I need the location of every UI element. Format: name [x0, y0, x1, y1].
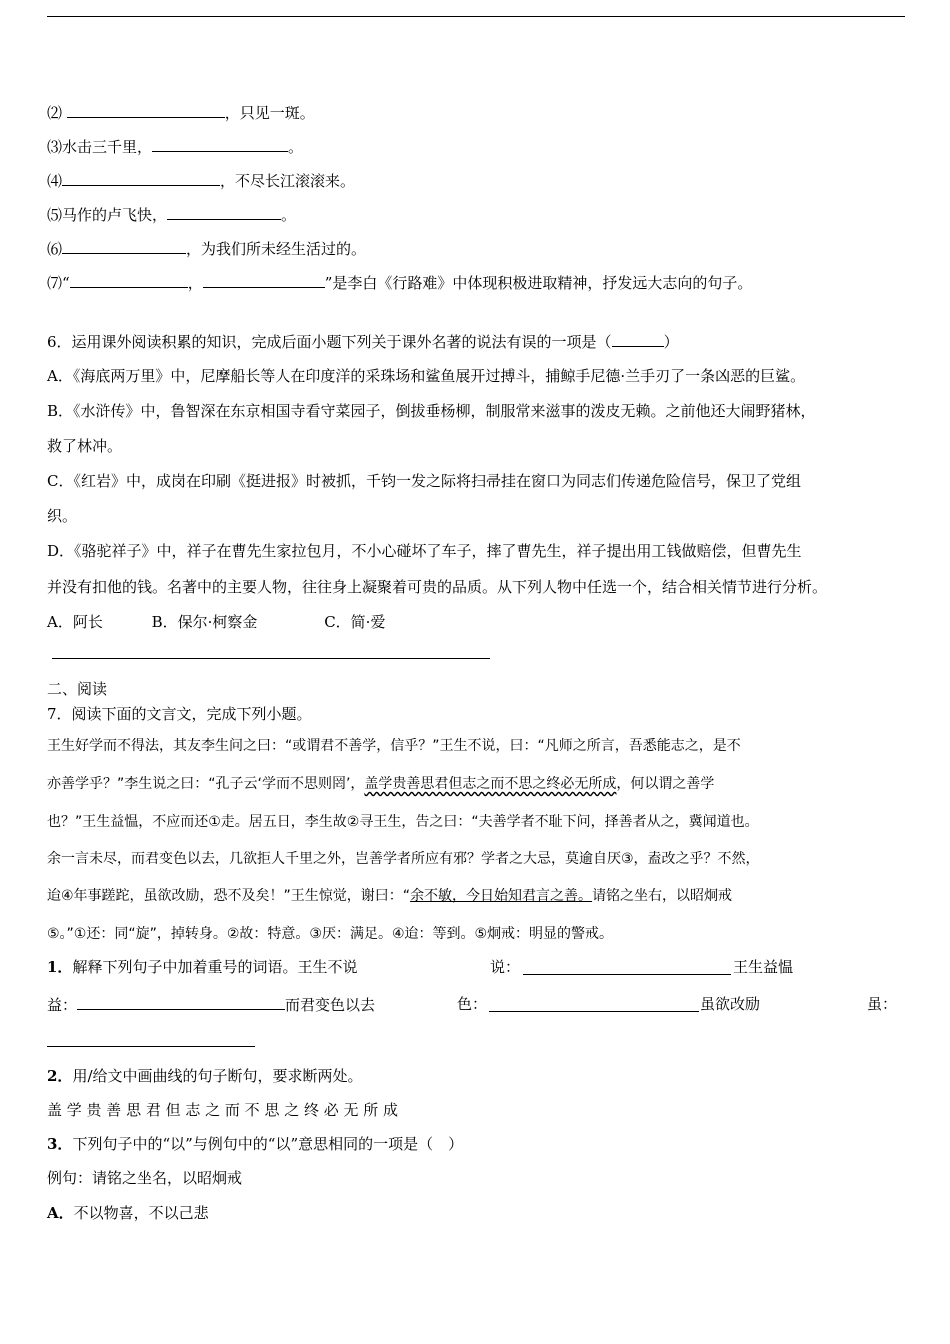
item-text: 。 — [281, 206, 297, 224]
term-label: 益： — [47, 996, 78, 1014]
fill-item-6 — [47, 238, 366, 259]
item-number: ⑶ — [47, 138, 63, 156]
q6-option-a: A．《海底两万里》中，尼摩船长等人在印度洋的采珠场和鲨鱼展开过搏斗，捕鲸手尼德·兰手刃了一条凶恶的巨鲨。 — [47, 367, 806, 385]
subq1-line-2 — [47, 994, 898, 1015]
fill-item-4 — [47, 170, 355, 191]
answer-blank[interactable] — [167, 204, 281, 220]
character-option[interactable]: B．保尔·柯察金 — [151, 613, 258, 631]
item-number: ⑹ — [47, 240, 63, 258]
answer-blank[interactable] — [67, 102, 225, 118]
answer-blank[interactable] — [62, 170, 220, 186]
subq3-option-a[interactable] — [47, 1203, 209, 1223]
answer-blank[interactable] — [612, 331, 664, 347]
q6-option-b-cont: 救了林冲。 — [47, 437, 123, 455]
item-number: ⑷ — [47, 172, 63, 190]
item-text: 马作的卢飞快， — [62, 206, 168, 224]
example-sentence: 而君变色以去 — [285, 996, 376, 1014]
answer-blank[interactable] — [77, 994, 285, 1010]
term-label: 说： — [490, 958, 521, 976]
passage-line: 余一言未尽，而君变色以去，几欲拒人千里之外，岂善学者所应有邪？学者之大忌，莫逾自厌③，盍改之乎？不然， — [47, 851, 760, 867]
character-option[interactable]: C．简·爱 — [324, 613, 386, 631]
q6-option-b: B．《水浒传》中，鲁智深在东京相国寺看守菜园子，倒拔垂杨柳，制服常来滋事的泼皮无赖。之前他还大闹野猪林， — [47, 402, 816, 420]
item-text: “ — [62, 274, 70, 292]
item-number: ⑸ — [47, 206, 63, 224]
option-label: A． — [47, 1204, 74, 1222]
item-text: ， — [187, 274, 203, 292]
q6-option-d: D．《骆驼祥子》中，祥子在曹先生家拉包月，不小心碰坏了车子，摔了曹先生，祥子提出用工钱做赔偿，但曹先生 — [47, 542, 802, 560]
answer-blank[interactable] — [62, 238, 186, 254]
example-sentence: 虽欲改励 — [700, 995, 761, 1013]
subq1-line — [47, 957, 794, 977]
item-text: ，不尽长江滚滚来。 — [220, 172, 356, 190]
passage-line — [47, 886, 732, 906]
header-rule — [47, 16, 905, 17]
example-sentence: 王生益愠 — [733, 958, 794, 976]
answer-blank[interactable] — [70, 272, 188, 288]
answer-blank[interactable] — [203, 272, 325, 288]
answer-line[interactable] — [47, 1046, 255, 1047]
q7-stem: 7．阅读下面的文言文，完成下列小题。 — [47, 705, 312, 723]
q6-option-c-cont: 织。 — [47, 507, 78, 525]
q6-stem — [47, 331, 679, 352]
q6-stem-end: ） — [663, 333, 679, 351]
q6-option-d-cont: 并没有扣他的钱。名著中的主要人物，往往身上凝聚着可贵的品质。从下列人物中任选一个，结合相关情节进行分析。 — [47, 578, 828, 596]
item-text: ，为我们所未经生活过的。 — [186, 240, 367, 258]
subq-number: 3． — [47, 1135, 73, 1153]
wavy-underlined-sentence: 盖学贵善思君但志之而不思之终必无所成 — [364, 776, 617, 792]
passage-text: ，何以谓之善学 — [616, 776, 715, 792]
passage-line — [47, 774, 714, 794]
item-text: ，只见一斑。 — [224, 104, 315, 122]
character-option[interactable]: A．阿长 — [47, 613, 103, 631]
passage-line: 王生好学而不得法，其友李生问之曰：“或谓君不善学，信乎？”王生不说，曰：“凡师之所言，吾悉能志之，是不 — [47, 738, 741, 754]
passage-text: 请铭之坐右，以昭炯戒 — [592, 888, 733, 904]
fill-item-5 — [47, 204, 296, 225]
example-line: 例句：请铭之坐名，以昭炯戒 — [47, 1169, 243, 1187]
item-text: ”是李白《行路难》中体现积极进取精神，抒发远大志向的句子。 — [324, 274, 753, 292]
term-label: 色： — [457, 995, 488, 1013]
section-heading: 二、阅读 — [47, 680, 108, 698]
passage-text: 迨④年事蹉跎，虽欲改励，恐不及矣！”王生惊觉，谢曰：“ — [47, 888, 411, 904]
fill-item-3 — [47, 136, 303, 157]
answer-blank[interactable] — [489, 996, 699, 1012]
fill-item-2 — [47, 102, 315, 123]
item-number: ⑺ — [47, 274, 63, 292]
subq1-text: 解释下列句子中加着重号的词语。王生不说 — [72, 958, 358, 976]
q6-option-c: C．《红岩》中，成岗在印刷《挺进报》时被抓，千钧一发之际将扫帚挂在窗口为同志们传递危险信号，保卫了党组 — [47, 472, 801, 490]
passage-line: 也？”王生益愠，不应而还①走。居五日，李生故②寻王生，告之曰：“夫善学者不耻下问，择善者从之，冀闻道也。 — [47, 814, 759, 830]
passage-text: 亦善学乎？”李生说之曰：“孔子云‘学而不思则罔’， — [47, 776, 365, 792]
option-text: 不以物喜，不以己悲 — [73, 1204, 209, 1222]
subq-number: 2． — [47, 1067, 73, 1085]
answer-blank[interactable] — [152, 136, 288, 152]
answer-line[interactable] — [52, 658, 490, 659]
item-text: 。 — [288, 138, 304, 156]
q6-stem-text: 6．运用课外阅读积累的知识，完成后面小题下列关于课外名著的说法有误的一项是（ — [47, 333, 612, 351]
q6-character-options — [47, 612, 385, 632]
item-text: 水击三千里， — [62, 138, 153, 156]
item-number: ⑵ — [47, 104, 63, 122]
passage-notes: ⑤。”①还：同“旋”，掉转身。②故：特意。③厌：满足。④迨：等到。⑤炯戒：明显的警戒。 — [47, 926, 614, 942]
subq2-sentence: 盖 学 贵 善 思 君 但 志 之 而 不 思 之 终 必 无 所 成 — [47, 1101, 399, 1119]
fill-item-7 — [47, 272, 752, 293]
subq2-text: 用/给文中画曲线的句子断句，要求断两处。 — [72, 1067, 363, 1085]
term-label: 虽： — [867, 995, 898, 1013]
underlined-sentence: 余不敏，今日始知君言之善。 — [410, 888, 593, 904]
subq3-line — [47, 1134, 463, 1154]
answer-blank[interactable] — [523, 959, 731, 975]
subq3-text: 下列句子中的“以”与例句中的“以”意思相同的一项是（ ） — [72, 1135, 464, 1153]
subq-number: 1． — [47, 958, 73, 976]
subq2-line — [47, 1066, 363, 1086]
